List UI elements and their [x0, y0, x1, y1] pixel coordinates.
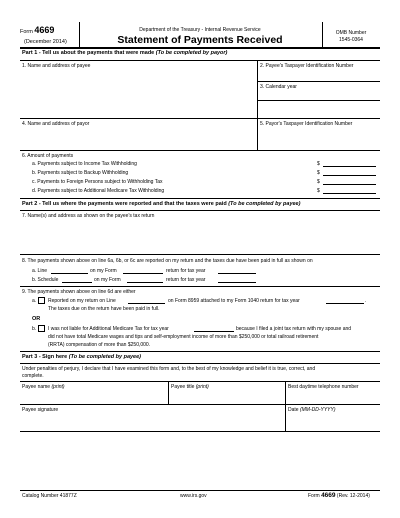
irs-website: www.irs.gov [180, 493, 207, 499]
line9b-tax-year-field[interactable] [194, 326, 234, 332]
date-text: Date [288, 407, 299, 413]
payor-tin-field[interactable] [260, 128, 378, 149]
payee-title-text: Payee title [171, 384, 195, 390]
sign-divider-1 [168, 381, 169, 404]
line7-label: 7. Name(s) and address as shown on the payee's tax return [22, 213, 155, 219]
line6a-dollar: $ [317, 161, 320, 167]
date-label [288, 407, 336, 413]
line9b-marker: b. [32, 326, 37, 332]
line8a-tax-year-field[interactable] [218, 268, 256, 274]
part1-bottom-rule [20, 198, 380, 199]
catalog-number: Catalog Number 41877Z [22, 493, 77, 499]
line6a-amount-field[interactable] [323, 161, 376, 167]
footer-form-number: 4669 [321, 492, 336, 499]
line8a-suffix: return for tax year [166, 268, 206, 274]
or-label: OR [32, 316, 41, 322]
payee-tin-field[interactable] [260, 70, 378, 80]
line8b-form-field[interactable] [127, 277, 163, 283]
line9b-line2: did not have total Medicare wages and tips and self-employment income of more than $250,000 or total railroad retirement [48, 334, 319, 340]
line9a-marker: a. [32, 298, 37, 304]
signature-bottom-rule [20, 431, 380, 432]
part2-heading-note: (To be completed by payee) [228, 201, 301, 207]
line8b-tax-year-field[interactable] [218, 277, 256, 283]
payee-name-address-field[interactable] [22, 70, 255, 117]
line6c-amount-field[interactable] [323, 179, 376, 185]
calendar-year-field[interactable] [260, 91, 378, 99]
line9a-end: . [365, 298, 367, 304]
payor-name-address-field[interactable] [22, 128, 255, 149]
line5-label: 5. Payor's Taxpayer Identification Number [260, 121, 353, 127]
line9-label: 9. The payments shown above on line 6d are either [22, 289, 136, 295]
sign-divider-2 [285, 381, 286, 431]
line2-label: 2. Payee's Taxpayer Identification Number [260, 63, 354, 69]
part3-heading-note: (To be completed by payee) [68, 354, 142, 360]
line3-label: 3. Calendar year [260, 84, 297, 90]
part2-heading-text: Part 2 - Tell us where the payments were reported and that the taxes were paid [22, 201, 227, 207]
line9b-line3: (RRTA) compensation of more than $250,000. [48, 342, 151, 348]
perjury-line1: Under penalties of perjury, I declare that I have examined this form and, to the best of my knowledge and belief it is true, correct, and [22, 366, 316, 372]
payee-signature-label: Payee signature [22, 407, 59, 413]
line3-rule [257, 100, 380, 101]
line8a-form-field[interactable] [123, 268, 163, 274]
line6b-label: b. Payments subject to Backup Withholding [32, 170, 129, 176]
signature-top-rule [20, 381, 380, 382]
form-title: Statement of Payments Received [117, 34, 283, 46]
signature-middle-rule [20, 404, 380, 405]
payee-signature-field[interactable] [22, 414, 282, 430]
payee-return-name-address-field[interactable] [22, 221, 378, 253]
line6c-label: c. Payments to Foreign Persons subject to Withholding Tax [32, 179, 163, 185]
line9a-continuation: The taxes due on the return have been paid in full. [48, 306, 160, 312]
line2-rule [257, 81, 380, 82]
line9a-text1: Reported on my return on Line [48, 298, 116, 304]
department-line: Department of the Treasury - Internal Revenue Service [139, 27, 261, 33]
date-note: (MM-DD-YYYY) [299, 407, 336, 413]
omb-number: 1545-0364 [339, 37, 363, 43]
line6d-label: d. Payments subject to Additional Medicare Tax Withholding [32, 188, 165, 194]
part2-heading-rule [20, 210, 380, 211]
line9a-line-field[interactable] [128, 298, 165, 304]
line9b-checkbox[interactable] [38, 325, 45, 332]
line6b-dollar: $ [317, 170, 320, 176]
payee-name-note: (print) [51, 384, 65, 390]
line8b-schedule-field[interactable] [62, 277, 92, 283]
payee-title-label [171, 384, 209, 390]
footer-form-id [308, 493, 370, 499]
form-number-block [20, 27, 54, 36]
footer-revision: (Rev. 12-2014) [336, 493, 370, 499]
part3-heading-text: Part 3 - Sign here [22, 354, 68, 360]
line1-divider [257, 60, 258, 118]
form-number: 4669 [34, 25, 55, 35]
date-field[interactable] [288, 414, 378, 430]
phone-field[interactable] [288, 391, 378, 403]
line6b-amount-field[interactable] [323, 170, 376, 176]
payee-title-field[interactable] [171, 391, 283, 403]
footer-form-label: Form [308, 493, 320, 499]
line1-bottom-rule [20, 118, 380, 119]
line7-bottom-rule [20, 254, 380, 255]
payee-title-note: (print) [195, 384, 209, 390]
line4-bottom-rule [20, 150, 380, 151]
line9b-text1: I was not liable for Additional Medicare Tax for tax year [48, 326, 169, 332]
part3-heading [22, 354, 141, 361]
line6c-dollar: $ [317, 179, 320, 185]
line8b-mid: on my Form [94, 277, 121, 283]
line9a-checkbox[interactable] [38, 297, 45, 304]
payee-name-text: Payee name [22, 384, 51, 390]
line1-label: 1. Name and address of payee [22, 63, 91, 69]
line8b-prefix: b. Schedule [32, 277, 59, 283]
part2-heading [22, 201, 300, 208]
line8a-line-field[interactable] [51, 268, 88, 274]
form-date: (December 2014) [24, 39, 67, 45]
line8b-suffix: return for tax year [166, 277, 206, 283]
line6a-label: a. Payments subject to Income Tax Withholding [32, 161, 137, 167]
form-label: Form [20, 29, 33, 35]
part1-heading-note: (To be completed by payor) [155, 50, 228, 56]
line8a-mid: on my Form [90, 268, 117, 274]
line8-bottom-rule [20, 286, 380, 287]
line6d-dollar: $ [317, 188, 320, 194]
line6-label: 6. Amount of payments [22, 153, 74, 159]
line4-label: 4. Name and address of payor [22, 121, 90, 127]
footer-rule [20, 490, 380, 491]
phone-label: Best daytime telephone number [288, 384, 359, 390]
perjury-line2: complete. [22, 373, 44, 379]
part3-heading-rule [20, 363, 380, 364]
payee-name-field[interactable] [22, 391, 166, 403]
line4-divider [257, 118, 258, 150]
header-rule [20, 47, 380, 49]
omb-label: OMB Number [335, 30, 367, 36]
line9b-text2: because I filed a joint tax return with my spouse and [236, 326, 352, 332]
payee-name-label [22, 384, 65, 390]
line6d-amount-field[interactable] [323, 188, 376, 194]
part1-heading [22, 50, 227, 57]
line9a-text2: on Form 8959 attached to my Form 1040 return for tax year [168, 298, 300, 304]
part1-heading-rule [20, 60, 380, 61]
part1-heading-text: Part 1 - Tell us about the payments that were made [22, 50, 155, 56]
line9a-tax-year-field[interactable] [326, 298, 367, 304]
part2-bottom-rule [20, 351, 380, 352]
line8-label: 8. The payments shown above on line 6a, 6b, or 6c are reported on my return and the taxes due have been paid in full as shown on [22, 258, 313, 264]
line8a-prefix: a. Line [32, 268, 48, 274]
